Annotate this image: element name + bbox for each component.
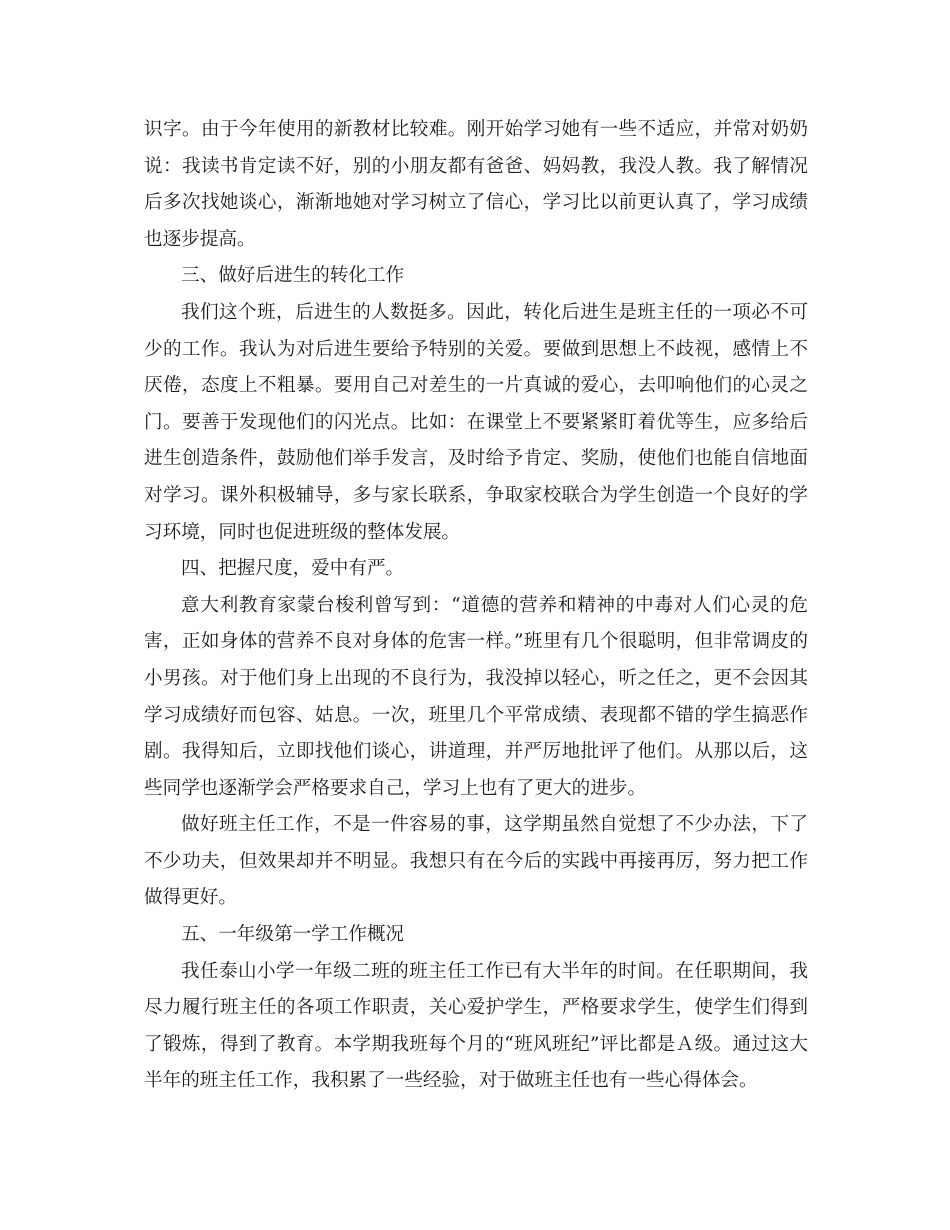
section-heading-4: 四、把握尺度，爱中有严。 (181, 558, 405, 580)
paragraph-continuation: 识字。由于今年使用的新教材比较难。刚开始学习她有一些不适应，并常对奶奶说：我读书肯定读不好，别的小朋友都有爸爸、妈妈教，我没人教。我了解情况后多次找她谈心，渐渐地她对学习树立了信心，学习比以前更认真了，学习成绩也逐步提高。 (144, 119, 808, 250)
paragraph-overview: 我任泰山小学一年级二班的班主任工作已有大半年的时间。在任职期间，我尽力履行班主任的各项工作职责，关心爱护学生，严格要求学生，使学生们得到了锻炼，得到了教育。本学期我班每个月的“班风班纪”评比都是Ａ级。通过这大半年的班主任工作，我积累了一些经验，对于做班主任也有一些心得体会。 (144, 960, 808, 1092)
document-body (144, 112, 808, 1100)
paragraph-strict-love: 意大利教育家蒙台梭利曾写到：“道德的营养和精神的中毒对人们心灵的危害，正如身体的营养不良对身体的危害一样。”班里有几个很聪明，但非常调皮的小男孩。对于他们身上出现的不良行为，我没掉以轻心，听之任之，更不会因其学习成绩好而包容、姑息。一次，班里几个平常成绩、表现都不错的学生搞恶作剧。我得知后，立即找他们谈心，讲道理，并严厉地批评了他们。从那以后，这些同学也逐渐学会严格要求自己，学习上也有了更大的进步。 (144, 594, 808, 799)
paragraph-slow-learners: 我们这个班，后进生的人数挺多。因此，转化后进生是班主任的一项必不可少的工作。我认为对后进生要给予特别的关爱。要做到思想上不歧视，感情上不厌倦，态度上不粗暴。要用自己对差生的一片真诚的爱心，去叩响他们的心灵之门。要善于发现他们的闪光点。比如：在课堂上不要紧紧盯着优等生，应多给后进生创造条件，鼓励他们举手发言，及时给予肯定、奖励，使他们也能自信地面对学习。课外积极辅导，多与家长联系，争取家校联合为学生创造一个良好的学习环境，同时也促进班级的整体发展。 (144, 301, 808, 543)
section-heading-5: 五、一年级第一学工作概况 (181, 924, 405, 946)
paragraph-reflection: 做好班主任工作，不是一件容易的事，这学期虽然自觉想了不少办法，下了不少功夫，但效果却并不明显。我想只有在今后的实践中再接再厉，努力把工作做得更好。 (144, 814, 808, 909)
section-heading-3: 三、做好后进生的转化工作 (181, 265, 405, 287)
